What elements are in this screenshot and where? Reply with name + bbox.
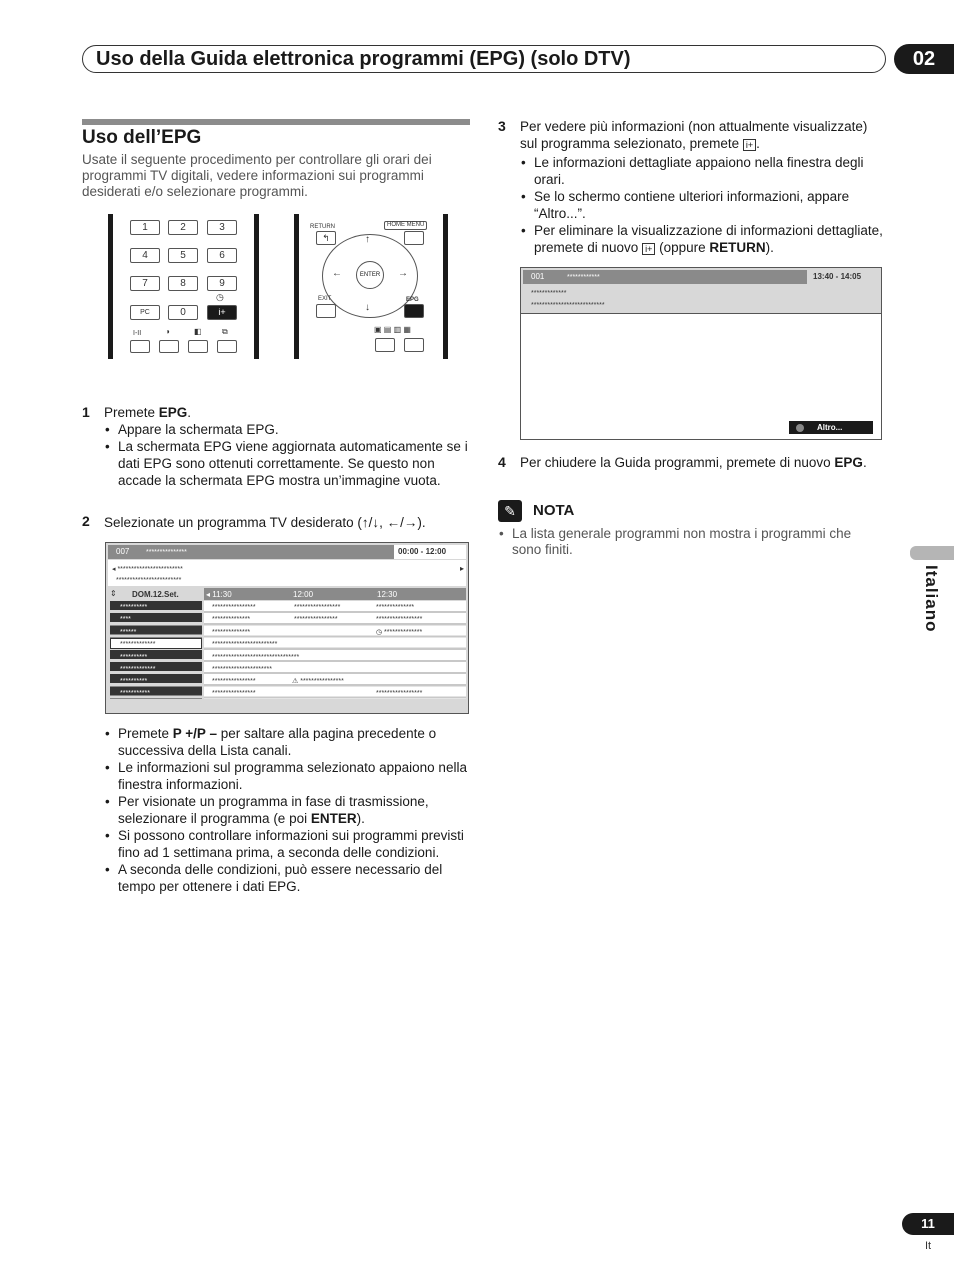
step-3-bullet: • Per eliminare la visualizzazione di informazioni dettagliate, premete di nuovo i+ (oppure RETURN). (520, 222, 888, 258)
key-2: 2 (168, 220, 198, 235)
remote-edge-left (294, 214, 299, 359)
step-2-bullet: • A seconda delle condizioni, può essere necessario del tempo per ottenere i dati EPG. (104, 861, 470, 895)
key-audio (130, 340, 150, 353)
epg-channel-row: **** (120, 616, 131, 623)
epg-date: DOM.12.Set. (132, 590, 179, 599)
epg-slot-2: 12:00 (293, 590, 314, 599)
note-pencil-icon: ✎ (498, 500, 522, 522)
epg-channel-row: ****** (120, 629, 137, 636)
remote-edge-right (254, 214, 259, 359)
step-3-bullet: • Se lo schermo contiene ulteriori informazioni, appare “Altro...”. (520, 188, 888, 222)
step-2-number: 2 (82, 513, 90, 529)
step-2-bullets (104, 725, 470, 895)
step-1-key: EPG (158, 405, 188, 420)
key-3: 3 (207, 220, 237, 235)
info-channel-name: ************ (567, 274, 600, 281)
remote-navigation-illustration (294, 214, 448, 359)
step-2-bullet: • Si possono controllare informazioni sui programmi previsti fino ad 1 settimana prima, a seconda delle condizioni. (104, 827, 470, 861)
info-line: *************************** (531, 302, 605, 309)
epg-info-line: ************************ (116, 577, 182, 584)
epg-program: ******************************** (212, 654, 300, 661)
arrow-right-icon: ▸ (460, 564, 465, 573)
red-dot-icon (796, 424, 804, 432)
epg-slot-1: ◂ 11:30 (206, 590, 232, 599)
language-label: Italiano (922, 565, 941, 633)
epg-channel-row: ************* (120, 641, 156, 648)
epg-program: ************** (212, 616, 251, 623)
info-screen-illustration (520, 267, 882, 440)
key-func3 (188, 340, 208, 353)
key-7: 7 (130, 276, 160, 291)
epg-channel-row: ********** (120, 678, 148, 685)
step-2-text: Selezionate un programma TV desiderato ( (104, 515, 362, 530)
key-4: 4 (130, 248, 160, 263)
remote-keypad-illustration (108, 214, 260, 359)
epg-time-range: 00:00 - 12:00 (398, 547, 447, 556)
video-mode-icons: ▣ ▤ ▥ ▦ (374, 325, 411, 334)
key-1: 1 (130, 220, 160, 235)
epg-channel-row: ************* (120, 666, 156, 673)
step-3-number: 3 (498, 118, 506, 134)
teletext-icon: ⧉ (222, 327, 228, 336)
info-key-icon: i+ (743, 139, 756, 151)
epg-program: ◷ ************** (376, 629, 423, 636)
epg-slot-3: 12:30 (377, 590, 398, 599)
note-text: • La lista generale programmi non mostra i programmi che sono finiti. (498, 526, 882, 558)
arrow-up-icon: ↑ (365, 234, 370, 245)
more-label: Altro... (817, 423, 843, 432)
epg-channel: 007 (116, 547, 130, 556)
step-2-bullet: • Premete P +/P – per saltare alla pagina precedente o successiva della Lista canali. (104, 725, 470, 759)
step-1-bullet: • La schermata EPG viene aggiornata automaticamente se i dati EPG sono ottenuti correttamente. Se questo non accade la schermata EPG mostra un’immagine vuota. (104, 438, 470, 489)
epg-program: **************** (294, 616, 338, 623)
arrow-down-icon: ↓ (365, 302, 370, 313)
key-func2 (159, 340, 179, 353)
step-4-number: 4 (498, 454, 506, 470)
chapter-badge: 02 (894, 44, 954, 74)
epg-program: ********************** (212, 666, 272, 673)
note-title: NOTA (533, 502, 575, 519)
enter-button-illustration: ENTER (356, 261, 384, 289)
info-line: ************* (531, 290, 567, 297)
epg-program: ************** (376, 604, 415, 611)
epg-channel-row: ********** (120, 654, 148, 661)
page-title: Uso della Guida elettronica programmi (EPG) (solo DTV) (96, 48, 631, 70)
key-8: 8 (168, 276, 198, 291)
section-intro: Usate il seguente procedimento per controllare gli orari dei programmi TV digitali, vedere informazioni sui programmi desiderati e/o selezionare programmi. (82, 152, 432, 199)
step-2-tail: ). (417, 515, 426, 530)
language-code: It (925, 1240, 932, 1252)
step-2 (104, 514, 470, 531)
epg-program: ***************** (294, 604, 341, 611)
step-2-bullet: • Per visionate un programma in fase di trasmissione, selezionare il programma (e poi ENTER). (104, 793, 470, 827)
epg-channel-row: ********** (120, 604, 148, 611)
section-title: Uso dell’EPG (82, 127, 202, 148)
step-1-number: 1 (82, 404, 90, 420)
key-exit (316, 304, 336, 318)
return-icon: ↰ (316, 231, 336, 245)
return-label: RETURN (310, 224, 335, 230)
step-1-bullet: • Appare la schermata EPG. (104, 421, 470, 438)
key-epg (404, 304, 424, 318)
clock-icon: ◷ (216, 292, 224, 302)
epg-program: ************************ (212, 641, 278, 648)
remote-edge-left (108, 214, 113, 359)
key-func6 (404, 338, 424, 352)
arrow-left-icon: ← (332, 268, 342, 279)
key-6: 6 (207, 248, 237, 263)
epg-program: **************** (212, 690, 256, 697)
audio-label: I-II (133, 330, 142, 337)
epg-program: **************** (212, 604, 256, 611)
info-time-range: 13:40 - 14:05 (813, 272, 862, 281)
epg-program: ***************** (376, 690, 423, 697)
step-3-bullet: • Le informazioni dettagliate appaiono nella finestra degli orari. (520, 154, 888, 188)
subtitle-icon: ◧ (194, 327, 202, 336)
half-circle-icon: ◑ (165, 327, 170, 336)
step-2-bullet: • Le informazioni sul programma selezionato appaiono nella finestra informazioni. (104, 759, 470, 793)
step-1 (104, 404, 470, 489)
key-5: 5 (168, 248, 198, 263)
epg-program: **************** (212, 678, 256, 685)
info-channel: 001 (531, 272, 545, 281)
section-rule (82, 119, 470, 125)
epg-info-line: ◂ ************************ (112, 566, 183, 573)
epg-channel-name: *************** (146, 549, 187, 556)
language-tab (910, 546, 954, 560)
arrow-right-icon: → (398, 268, 408, 279)
remote-edge-right (443, 214, 448, 359)
step-3: Per vedere più informazioni (non attualmente visualizzate) sul programma selezionato, premete i+ . • Le informazioni dettagliate appaiono nella finestra degli orari. • Se lo schermo contiene ulteriori informazioni, appare “Altro...”. • Per eliminare la visualizzazione di informazioni dettagliate, premete di nuovo i+ (oppure RETURN). (520, 118, 888, 258)
key-func4 (217, 340, 237, 353)
arrow-up-down-icon: ↑/↓, ←/→ (361, 515, 418, 530)
key-home-menu (404, 231, 424, 245)
epg-program: ***************** (376, 616, 423, 623)
step-1-lead: Premete (104, 405, 159, 420)
epg-channel-row: *********** (120, 690, 150, 697)
step-1-tail: . (187, 405, 192, 420)
key-9: 9 (207, 276, 237, 291)
key-0: 0 (168, 305, 198, 320)
key-pc: PC (130, 305, 160, 320)
exit-label: EXIT (318, 296, 332, 302)
epg-screen-illustration (105, 542, 469, 714)
epg-label: EPG (406, 297, 419, 303)
warning-icon: ⚠ **************** (292, 678, 344, 685)
home-menu-label: HOME MENU (384, 221, 427, 230)
epg-program: ************** (212, 629, 251, 636)
info-key-icon: i+ (642, 243, 655, 255)
updown-icon: ⇕ (110, 589, 117, 598)
step-4: Per chiudere la Guida programmi, premete di nuovo EPG. (520, 455, 867, 470)
page-number: 11 (902, 1213, 954, 1235)
info-key-icon: i+ (207, 305, 237, 320)
key-func5 (375, 338, 395, 352)
